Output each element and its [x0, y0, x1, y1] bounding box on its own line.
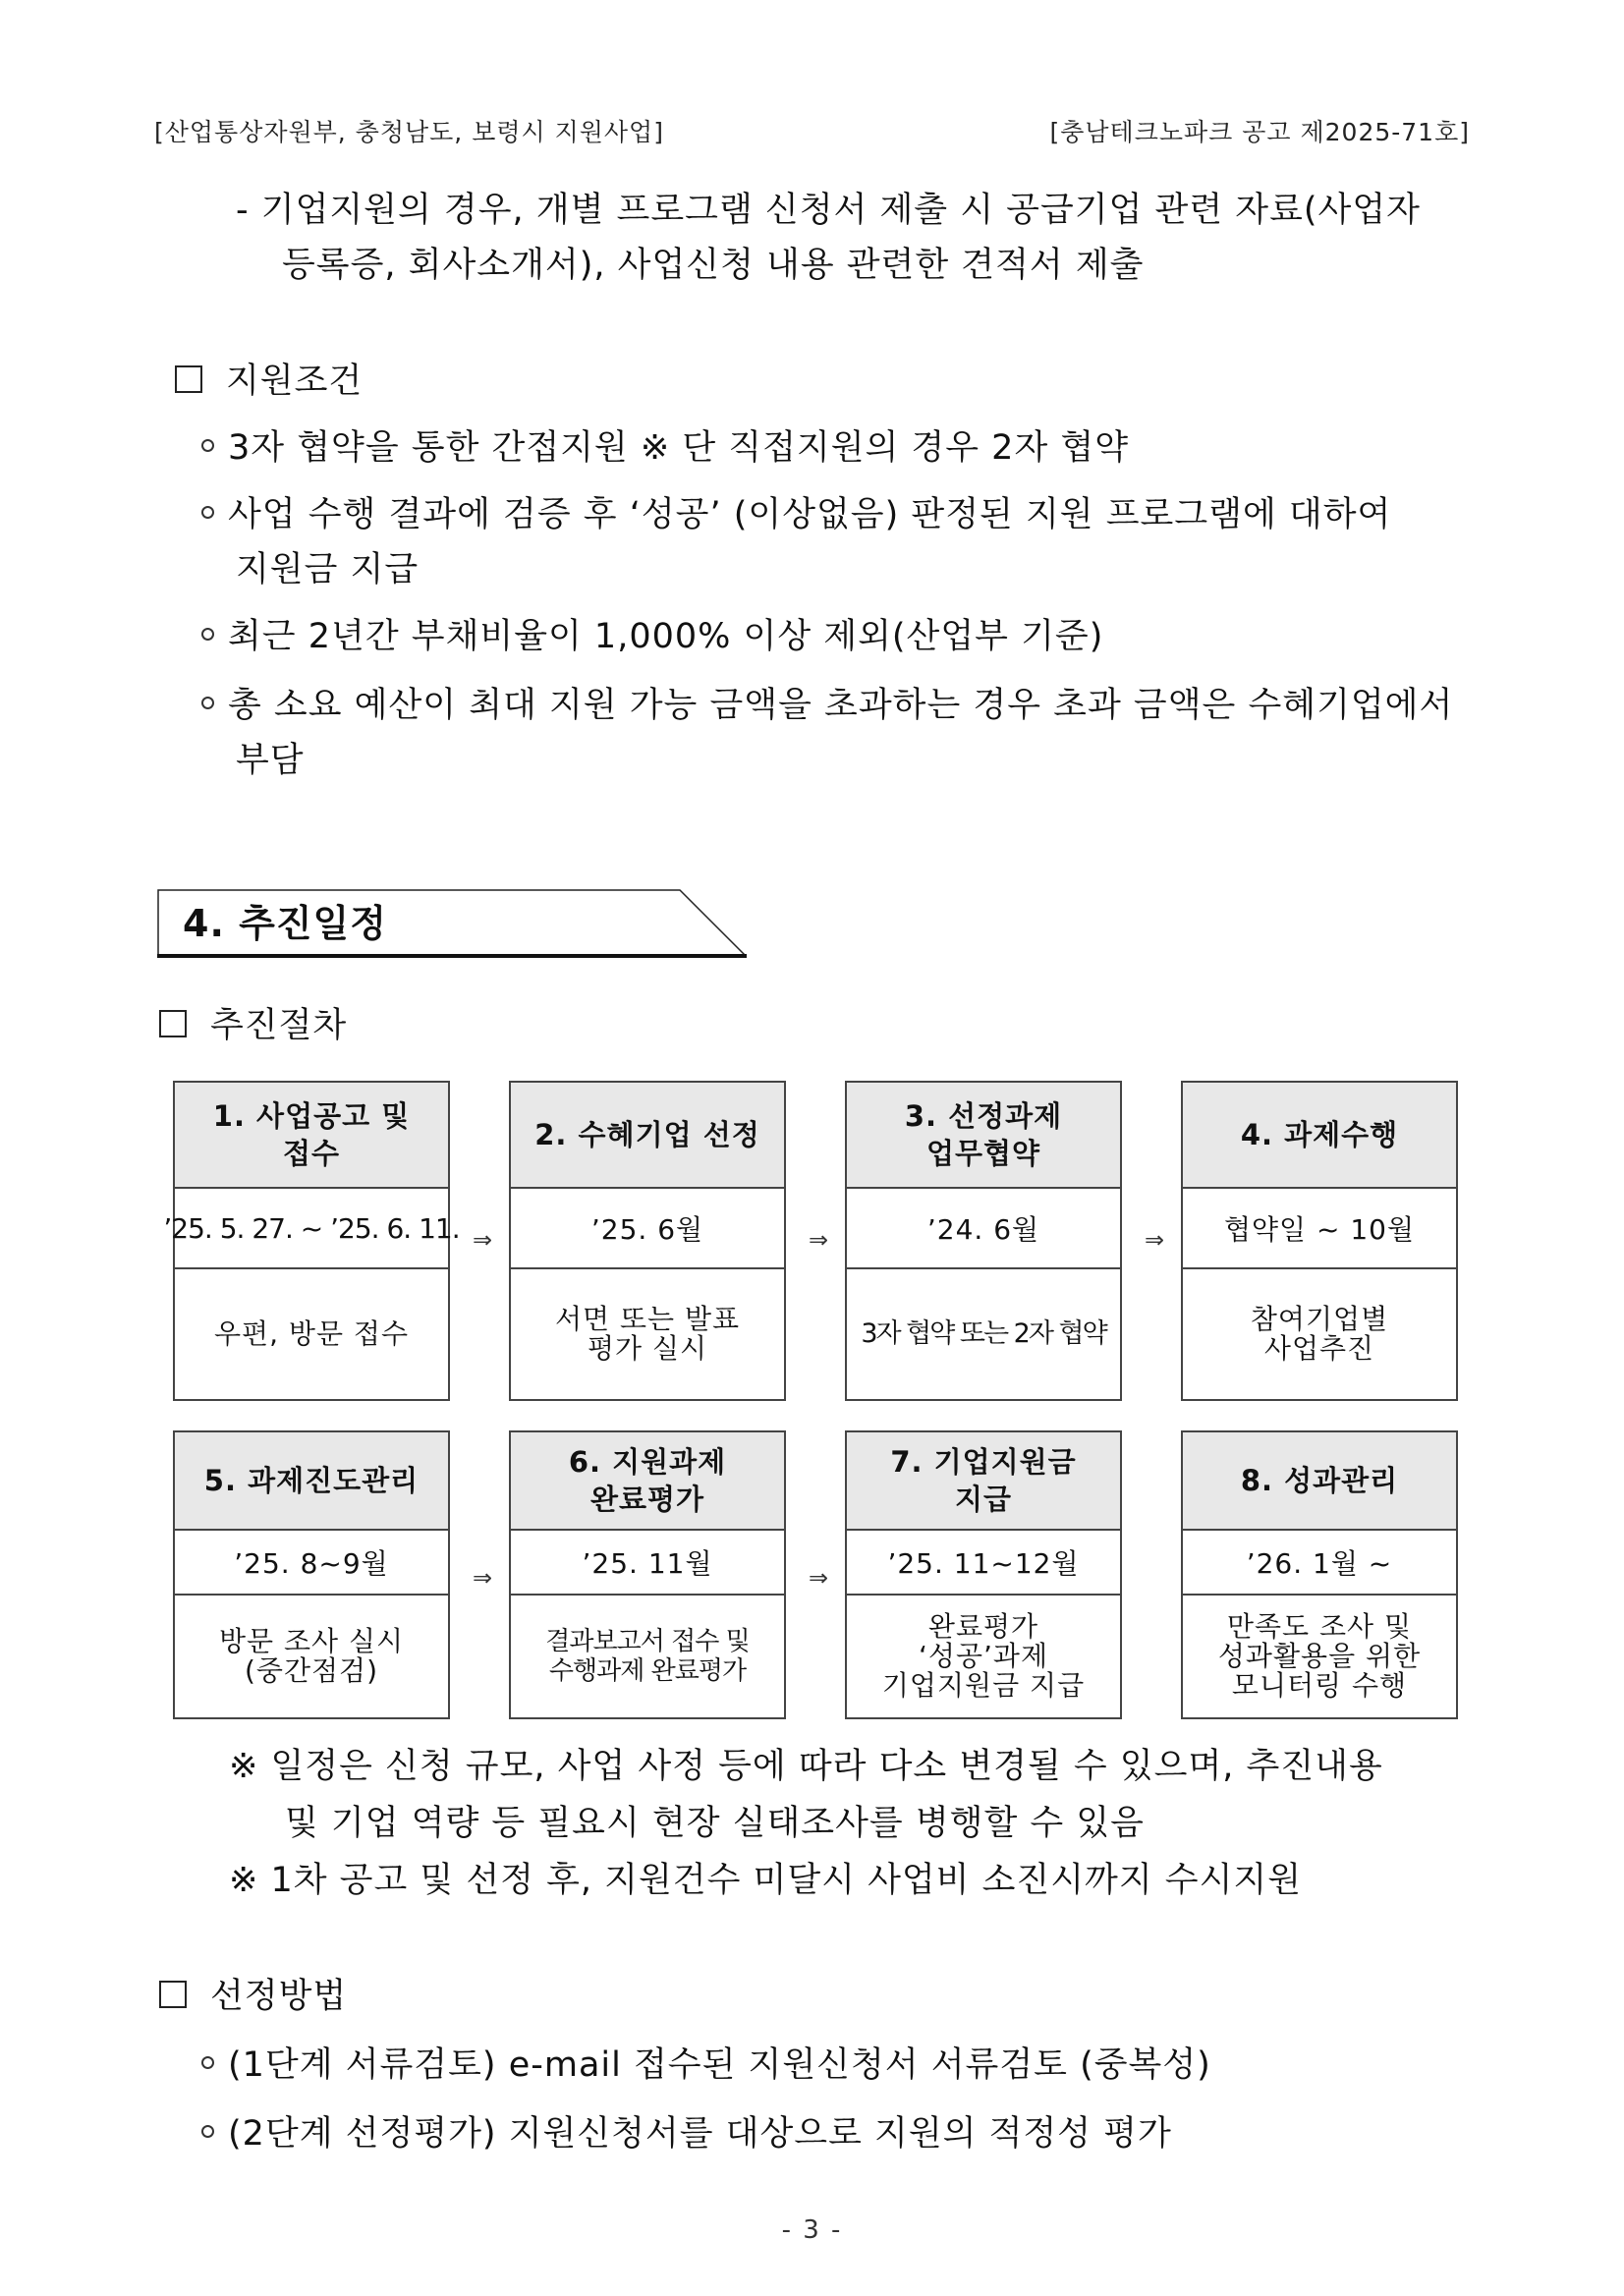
- bullet-circle-icon: [201, 2056, 214, 2069]
- selection-heading: [159, 1969, 347, 2024]
- bullet-circle-icon: [201, 439, 214, 452]
- checkbox-square-icon: [159, 1981, 187, 2008]
- flow-step-8: [1181, 1430, 1458, 1719]
- schedule-note-1-cont: 및 기업 역량 등 필요시 현장 실태조사를 병행할 수 있음: [285, 1804, 1145, 1843]
- condition-item-1: [201, 420, 1129, 476]
- header-right: [충남테크노파크 공고 제2025-71호]: [1049, 118, 1470, 146]
- flow-arrow-icon: ⇒: [809, 1226, 829, 1254]
- section-title-tab: [157, 889, 747, 958]
- flow-step-title: 5. 과제진도관리: [175, 1432, 448, 1531]
- flow-step-2: [509, 1081, 786, 1401]
- flow-arrow-icon: ⇒: [809, 1564, 829, 1592]
- intro-line-2: 등록증, 회사소개서), 사업신청 내용 관련한 견적서 제출: [282, 246, 1145, 285]
- flow-step-desc: 우편, 방문 접수: [214, 1317, 409, 1350]
- condition-item-1-text: 3자 협약을 통한 간접지원 ※ 단 직접지원의 경우 2자 협약: [228, 428, 1130, 468]
- selection-item-1-text: (1단계 서류검토) e-mail 접수된 지원신청서 서류검토 (중복성): [228, 2045, 1211, 2085]
- flow-step-date: ’25. 6월: [511, 1189, 784, 1269]
- flow-step-desc: 방문 조사 실시 (중간점검): [218, 1625, 405, 1687]
- flow-step-date: ’25. 11월: [511, 1531, 784, 1596]
- support-conditions-heading-text: 지원조건: [226, 362, 364, 401]
- header-left: [산업통상자원부, 충청남도, 보령시 지원사업]: [154, 118, 664, 146]
- flow-arrow-icon: ⇒: [1145, 1226, 1165, 1254]
- condition-item-3: [201, 609, 1103, 664]
- page-number: - 3 -: [781, 2215, 843, 2245]
- flow-step-date: ’25. 5. 27. ~ ’25. 6. 11.: [175, 1189, 448, 1269]
- flow-step-1: [163, 1081, 460, 1401]
- bullet-circle-icon: [201, 697, 214, 709]
- flow-step-title: 4. 과제수행: [1183, 1083, 1456, 1189]
- flow-step-date: ’25. 11~12월: [847, 1531, 1120, 1596]
- flow-step-title: 3. 선정과제 업무협약: [847, 1083, 1120, 1189]
- flow-step-3: [845, 1081, 1122, 1401]
- flow-step-title: 7. 기업지원금 지급: [847, 1432, 1120, 1531]
- support-conditions-heading: [175, 354, 363, 409]
- flow-step-date: ’26. 1월 ~: [1183, 1531, 1456, 1596]
- flow-step-date: 협약일 ~ 10월: [1183, 1189, 1456, 1269]
- flow-step-6: [509, 1430, 786, 1719]
- flow-step-7: [845, 1430, 1122, 1719]
- intro-line-1: - 기업지원의 경우, 개별 프로그램 신청서 제출 시 공급기업 관련 자료(사업자: [236, 191, 1421, 230]
- condition-item-3-text: 최근 2년간 부채비율이 1,000% 이상 제외(산업부 기준): [228, 617, 1104, 656]
- bullet-circle-icon: [201, 628, 214, 641]
- condition-item-2-text: 사업 수행 결과에 검증 후 ‘성공’ (이상없음) 판정된 지원 프로그램에 대하여: [228, 495, 1392, 534]
- flow-step-date: ’24. 6월: [847, 1189, 1120, 1269]
- condition-item-2-cont: 지원금 지급: [236, 550, 420, 589]
- section-title: 4. 추진일정: [183, 902, 387, 945]
- flow-step-desc: 만족도 조사 및 성과활용을 위한 모니터링 수행: [1217, 1610, 1422, 1702]
- procedure-heading: [159, 998, 347, 1053]
- flow-step-title: 2. 수혜기업 선정: [511, 1083, 784, 1189]
- schedule-note-1: ※ 일정은 신청 규모, 사업 사정 등에 따라 다소 변경될 수 있으며, 추진내용: [229, 1747, 1383, 1786]
- flow-step-4: [1181, 1081, 1458, 1401]
- flow-step-desc: 결과보고서 접수 및 수행과제 완료평가: [545, 1627, 750, 1686]
- flow-step-title: 6. 지원과제 완료평가: [511, 1432, 784, 1531]
- condition-item-4-cont: 부담: [236, 741, 305, 780]
- selection-item-1: [201, 2038, 1211, 2093]
- condition-item-4: [201, 678, 1453, 733]
- flow-arrow-icon: ⇒: [473, 1564, 493, 1592]
- flow-step-desc: 참여기업별 사업추진: [1250, 1303, 1389, 1365]
- checkbox-square-icon: [175, 365, 202, 393]
- flow-step-date: ’25. 8~9월: [175, 1531, 448, 1596]
- flow-step-title: 1. 사업공고 및 접수: [175, 1083, 448, 1189]
- checkbox-square-icon: [159, 1010, 187, 1037]
- bullet-circle-icon: [201, 2125, 214, 2138]
- flow-step-desc: 3자 협약 또는 2자 협약: [861, 1318, 1106, 1349]
- selection-item-2: [201, 2106, 1172, 2161]
- selection-item-2-text: (2단계 선정평가) 지원신청서를 대상으로 지원의 적정성 평가: [228, 2114, 1172, 2154]
- flow-step-5: [173, 1430, 450, 1719]
- flow-arrow-icon: ⇒: [473, 1226, 493, 1254]
- schedule-note-2: ※ 1차 공고 및 선정 후, 지원건수 미달시 사업비 소진시까지 수시지원: [229, 1861, 1303, 1900]
- procedure-heading-text: 추진절차: [210, 1006, 348, 1045]
- flow-step-desc: 서면 또는 발표 평가 실시: [554, 1303, 741, 1365]
- condition-item-2: [201, 487, 1391, 542]
- condition-item-4-text: 총 소요 예산이 최대 지원 가능 금액을 초과하는 경우 초과 금액은 수혜기업에서: [228, 686, 1454, 725]
- selection-heading-text: 선정방법: [210, 1977, 348, 2016]
- flow-step-title: 8. 성과관리: [1183, 1432, 1456, 1531]
- flow-step-desc: 완료평가 ‘성공’과제 기업지원금 지급: [881, 1610, 1086, 1702]
- bullet-circle-icon: [201, 506, 214, 519]
